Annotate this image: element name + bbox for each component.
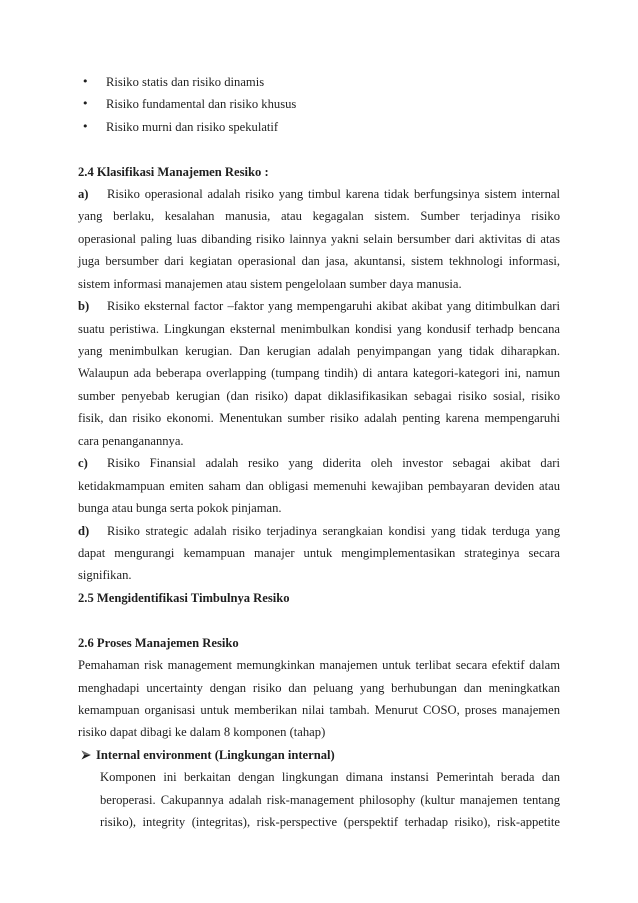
paragraph-text: Risiko strategic adalah risiko terjadinya serangkaian kondisi yang tidak terduga yang [107, 523, 560, 538]
list-item-text: Risiko fundamental dan risiko khusus [106, 97, 297, 112]
paragraph-line: ketidakmampuan emiten saham dan obligasi memenuhi kewajiban pembayaran deviden atau [78, 478, 560, 493]
paragraph-line: risiko), integrity (integritas), risk-perspective (perspektif terhadap risiko), risk-appetite [100, 815, 560, 830]
risk-type-list [78, 71, 560, 138]
paragraph-line: Komponen ini berkaitan dengan lingkungan dimana instansi Pemerintah berada dan [100, 770, 560, 785]
bullet-dot-icon: • [82, 97, 89, 111]
paragraph-line: suatu peristiwa. Lingkungan eksternal menimbulkan kondisi yang kondusif terhadp bencana [78, 321, 560, 336]
paragraph-line: operasional paling luas dibanding risiko lainnya yakni selain bersumber dari aktivitas di atas [78, 231, 560, 246]
bullet-dot-icon: • [82, 74, 89, 88]
paragraph-line [78, 183, 560, 205]
paragraph-line: cara penanganannya. [78, 433, 184, 448]
classification-item-d [78, 520, 560, 587]
component-title-row [78, 744, 560, 766]
paragraph-line: Pemahaman risk management memungkinkan manajemen untuk terlibat secara efektif dalam [78, 658, 560, 673]
section-heading-2-5: 2.5 Mengidentifikasi Timbulnya Resiko [78, 590, 290, 605]
section-heading-2-4: 2.4 Klasifikasi Manajemen Resiko : [78, 164, 269, 179]
process-intro-paragraph [78, 654, 560, 744]
paragraph-line: juga bersumber dari kegiatan operasional dan jasa, akuntansi, sistem tekhnologi informasi, [78, 254, 560, 269]
paragraph-line: sistem informasi manajemen atau sistem pengelolaan sumber daya manusia. [78, 276, 462, 291]
list-item [78, 71, 560, 93]
section-heading-2-6: 2.6 Proses Manajemen Resiko [78, 635, 239, 650]
classification-item-c [78, 452, 560, 519]
paragraph-line: beroperasi. Cakupannya adalah risk-management philosophy (kultur manajemen tentang [100, 792, 560, 807]
paragraph-line: risiko dapat dibagi ke dalam 8 komponen (tahap) [78, 725, 326, 740]
paragraph-line: dapat mengurangi kemampuan manajer untuk mengimplementasikan strateginya secara [78, 545, 560, 560]
paragraph-line: fisik, dan risiko ekonomi. Menentukan sumber risiko adalah penting karena mempengaruhi [78, 411, 560, 426]
component-title: Internal environment (Lingkungan internal) [96, 747, 335, 762]
item-label: d) [78, 523, 90, 538]
classification-item-b [78, 295, 560, 452]
paragraph-line: yang menimbulkan kerugian. Dan kerugian adalah penyimpangan yang tidak diharapkan. [78, 344, 560, 359]
paragraph-line: menghadapi uncertainty dengan risiko dan peluang yang berhubungan dan meningkatkan [78, 680, 560, 695]
paragraph-line: bunga atau bunga serta pokok pinjaman. [78, 501, 282, 516]
blank-line [78, 138, 560, 160]
arrowhead-icon [81, 750, 91, 760]
blank-line [78, 609, 560, 631]
item-label: b) [78, 299, 90, 314]
paragraph-line: Walaupun ada beberapa overlapping (tumpang tindih) di antara kategori-kategori ini, namun [78, 366, 560, 381]
classification-item-a [78, 183, 560, 295]
paragraph-line [78, 295, 560, 317]
paragraph-line: sumber penyebab kerugian (dan risiko) dapat diklasifikasikan sebagai risiko sosial, risiko [78, 388, 560, 403]
paragraph-text: Risiko Finansial adalah resiko yang diderita oleh investor sebagai akibat dari [107, 456, 560, 471]
list-item [78, 116, 560, 138]
component-internal-environment [78, 744, 560, 834]
document-page-content [78, 71, 560, 834]
bullet-dot-icon: • [82, 119, 89, 133]
list-item [78, 93, 560, 115]
paragraph-line: kemampuan organisasi untuk memberikan nilai tambah. Menurut COSO, proses manajemen [78, 703, 560, 718]
list-item-text: Risiko statis dan risiko dinamis [106, 74, 265, 89]
paragraph-line [78, 452, 560, 474]
paragraph-line: signifikan. [78, 568, 132, 583]
paragraph-text: Risiko eksternal factor –faktor yang mempengaruhi akibat akibat yang ditimbulkan dari [107, 299, 560, 314]
paragraph-line [78, 520, 560, 542]
list-item-text: Risiko murni dan risiko spekulatif [106, 119, 279, 134]
item-label: c) [78, 456, 88, 471]
paragraph-line: yang berlaku, kesalahan manusia, atau kegagalan sistem. Sumber terjadinya risiko [78, 209, 560, 224]
paragraph-text: Risiko operasional adalah risiko yang timbul karena tidak berfungsinya sistem internal [107, 186, 560, 201]
item-label: a) [78, 186, 89, 201]
